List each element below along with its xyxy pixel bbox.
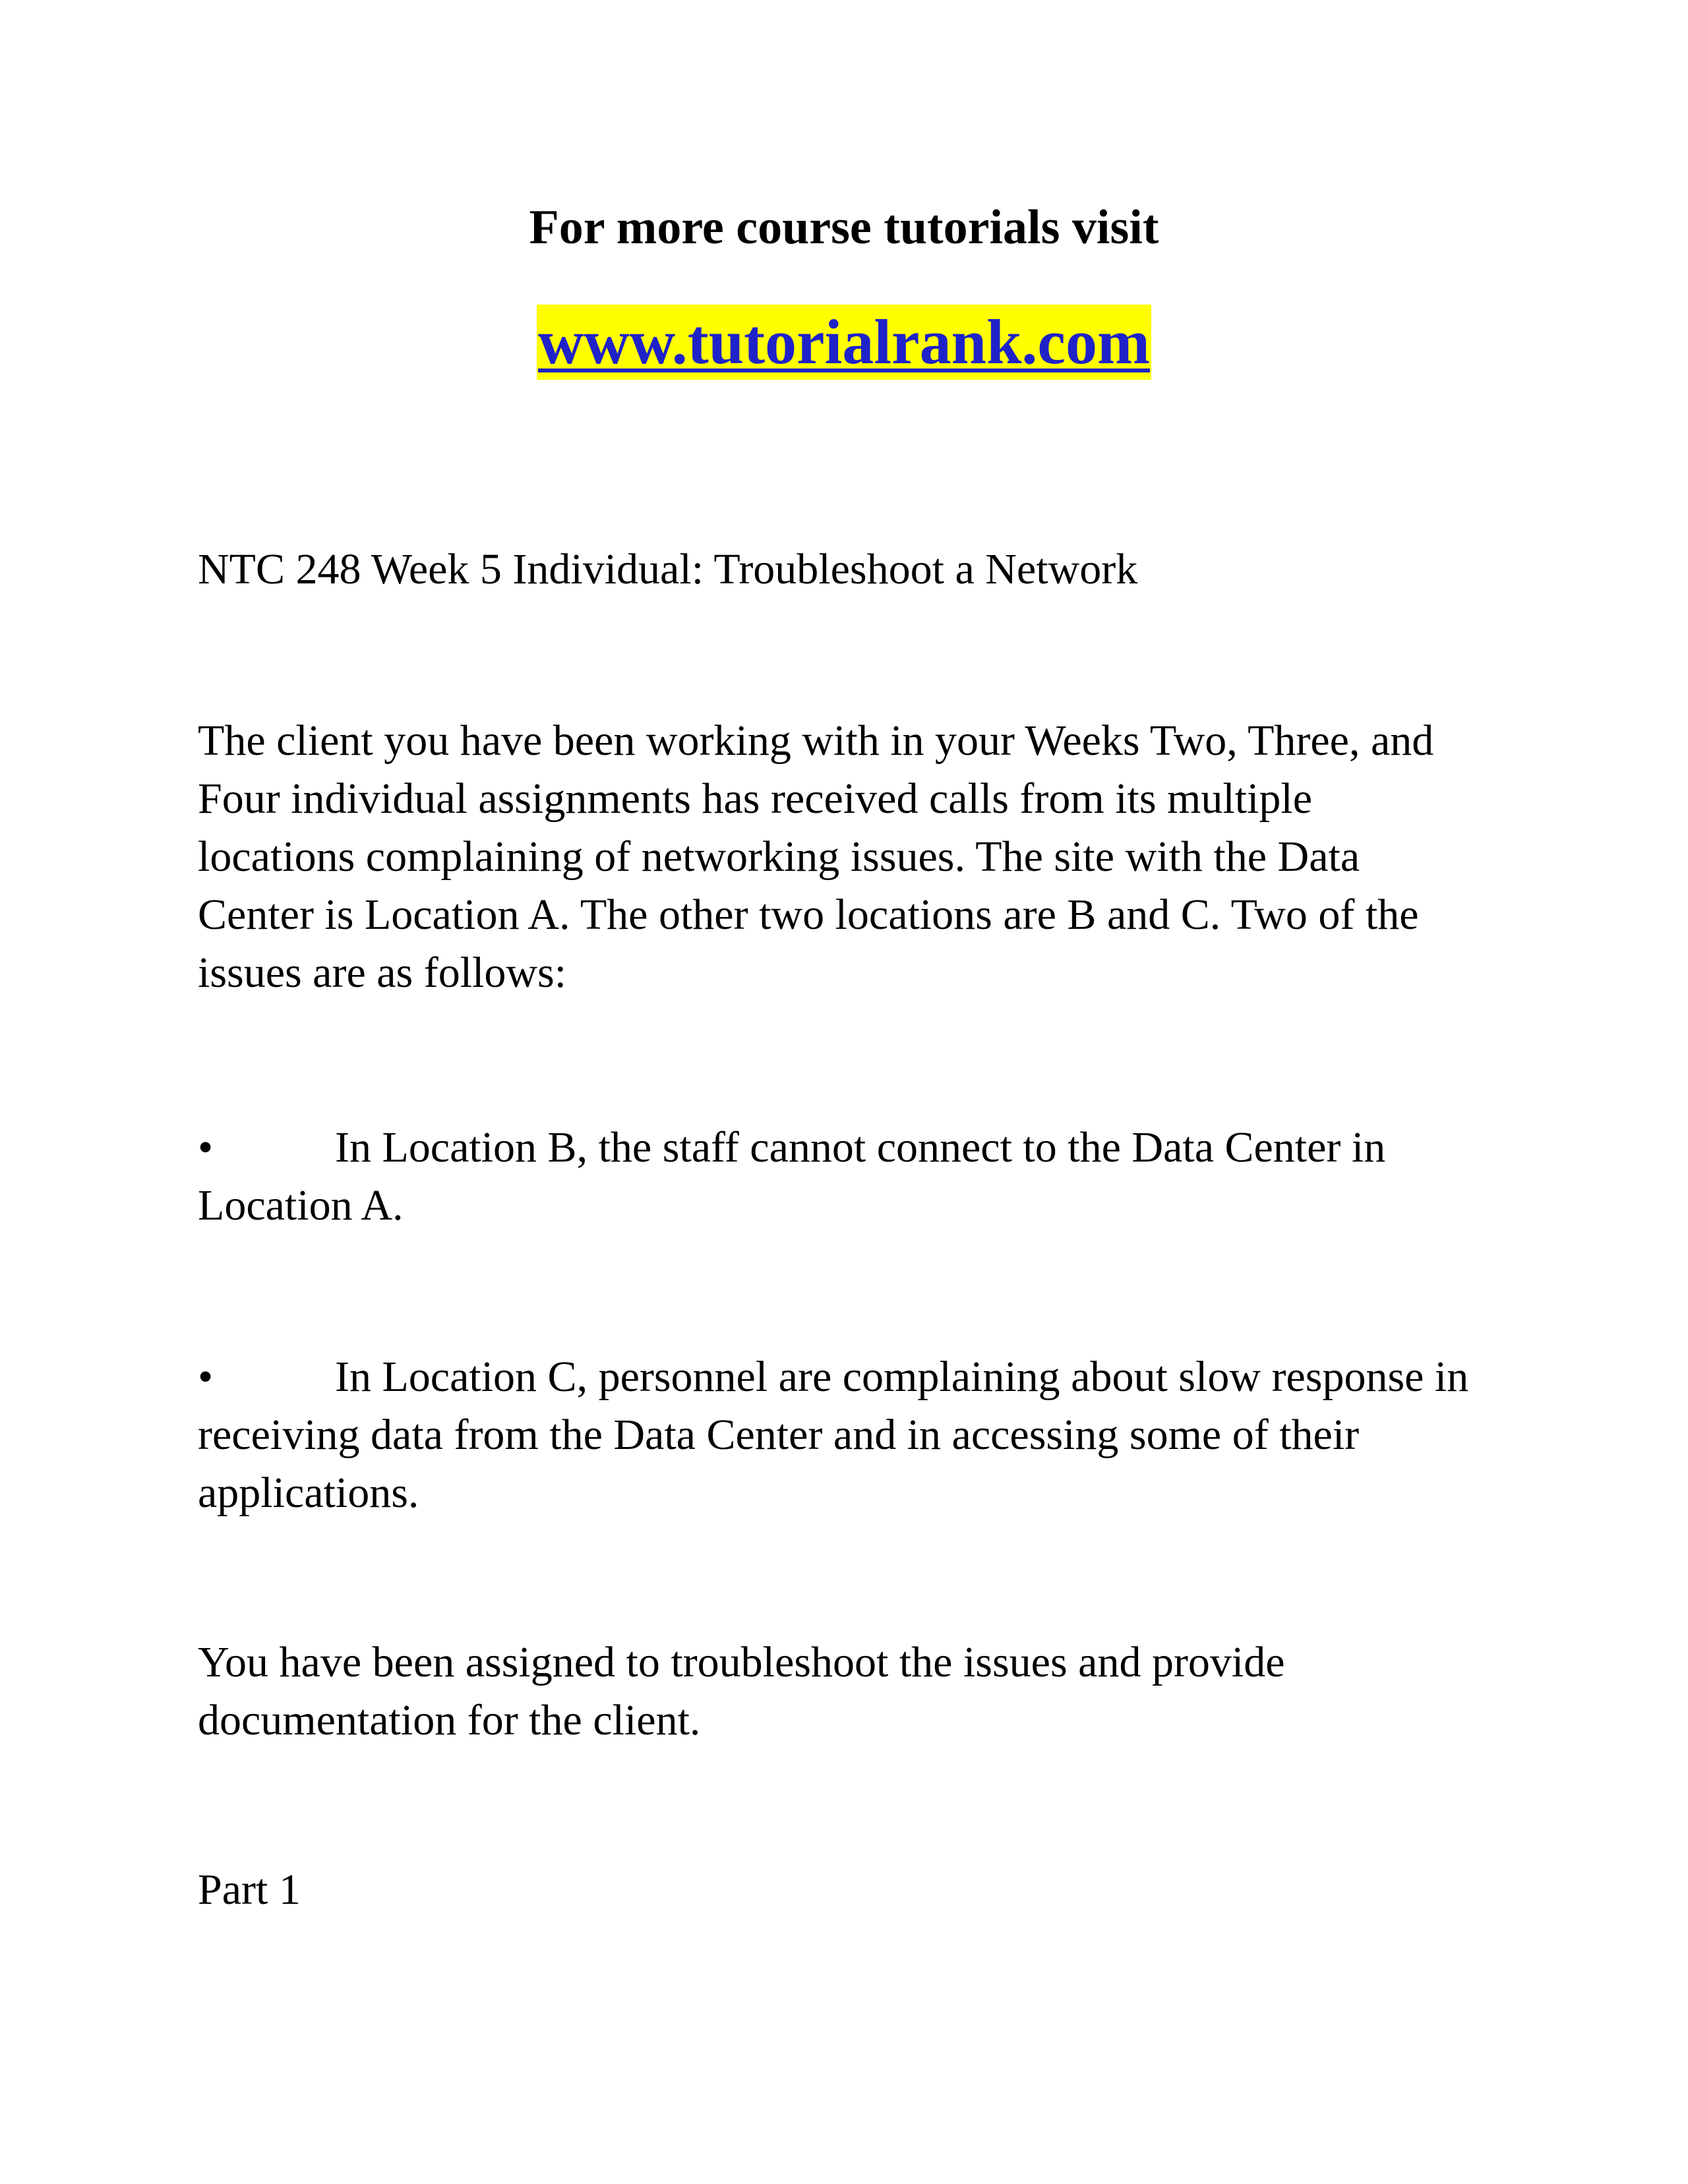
paragraph-line: Center is Location A. The other two locations are B and C. Two of the <box>198 891 1419 939</box>
bullet-continuation-line: Location A. <box>198 1181 404 1229</box>
bullet-continuation-line: receiving data from the Data Center and in accessing some of their <box>198 1411 1360 1459</box>
part-heading: Part 1 <box>198 1866 301 1914</box>
bullet-icon: • <box>198 1353 214 1401</box>
bullet-continuation-line: applications. <box>198 1469 419 1517</box>
bullet-first-line <box>198 1348 1517 1406</box>
tutorial-site-link[interactable]: www.tutorialrank.com <box>537 305 1151 380</box>
paragraph-line: Four individual assignments has received calls from its multiple <box>198 775 1313 823</box>
bullet-icon: • <box>198 1123 214 1171</box>
bullet-item-location-c <box>198 1348 1517 1522</box>
course-title: NTC 248 Week 5 Individual: Troubleshoot a Network <box>198 545 1138 593</box>
paragraph-line: The client you have been working with in your Weeks Two, Three, and <box>198 717 1434 765</box>
bullet-text: In Location B, the staff cannot connect to the Data Center in <box>335 1123 1386 1171</box>
paragraph-line: documentation for the client. <box>198 1696 701 1744</box>
intro-paragraph <box>198 712 1517 1002</box>
paragraph-line: issues are as follows: <box>198 949 567 997</box>
assignment-paragraph <box>198 1634 1517 1750</box>
bullet-item-location-b <box>198 1119 1517 1235</box>
paragraph-line: locations complaining of networking issues. The site with the Data <box>198 833 1360 881</box>
bullet-first-line <box>198 1119 1517 1177</box>
bullet-text: In Location C, personnel are complaining about slow response in <box>335 1353 1469 1401</box>
promo-visit-text: For more course tutorials visit <box>529 200 1159 254</box>
promo-link-row <box>0 305 1688 380</box>
paragraph-line: You have been assigned to troubleshoot the issues and provide <box>198 1638 1285 1686</box>
